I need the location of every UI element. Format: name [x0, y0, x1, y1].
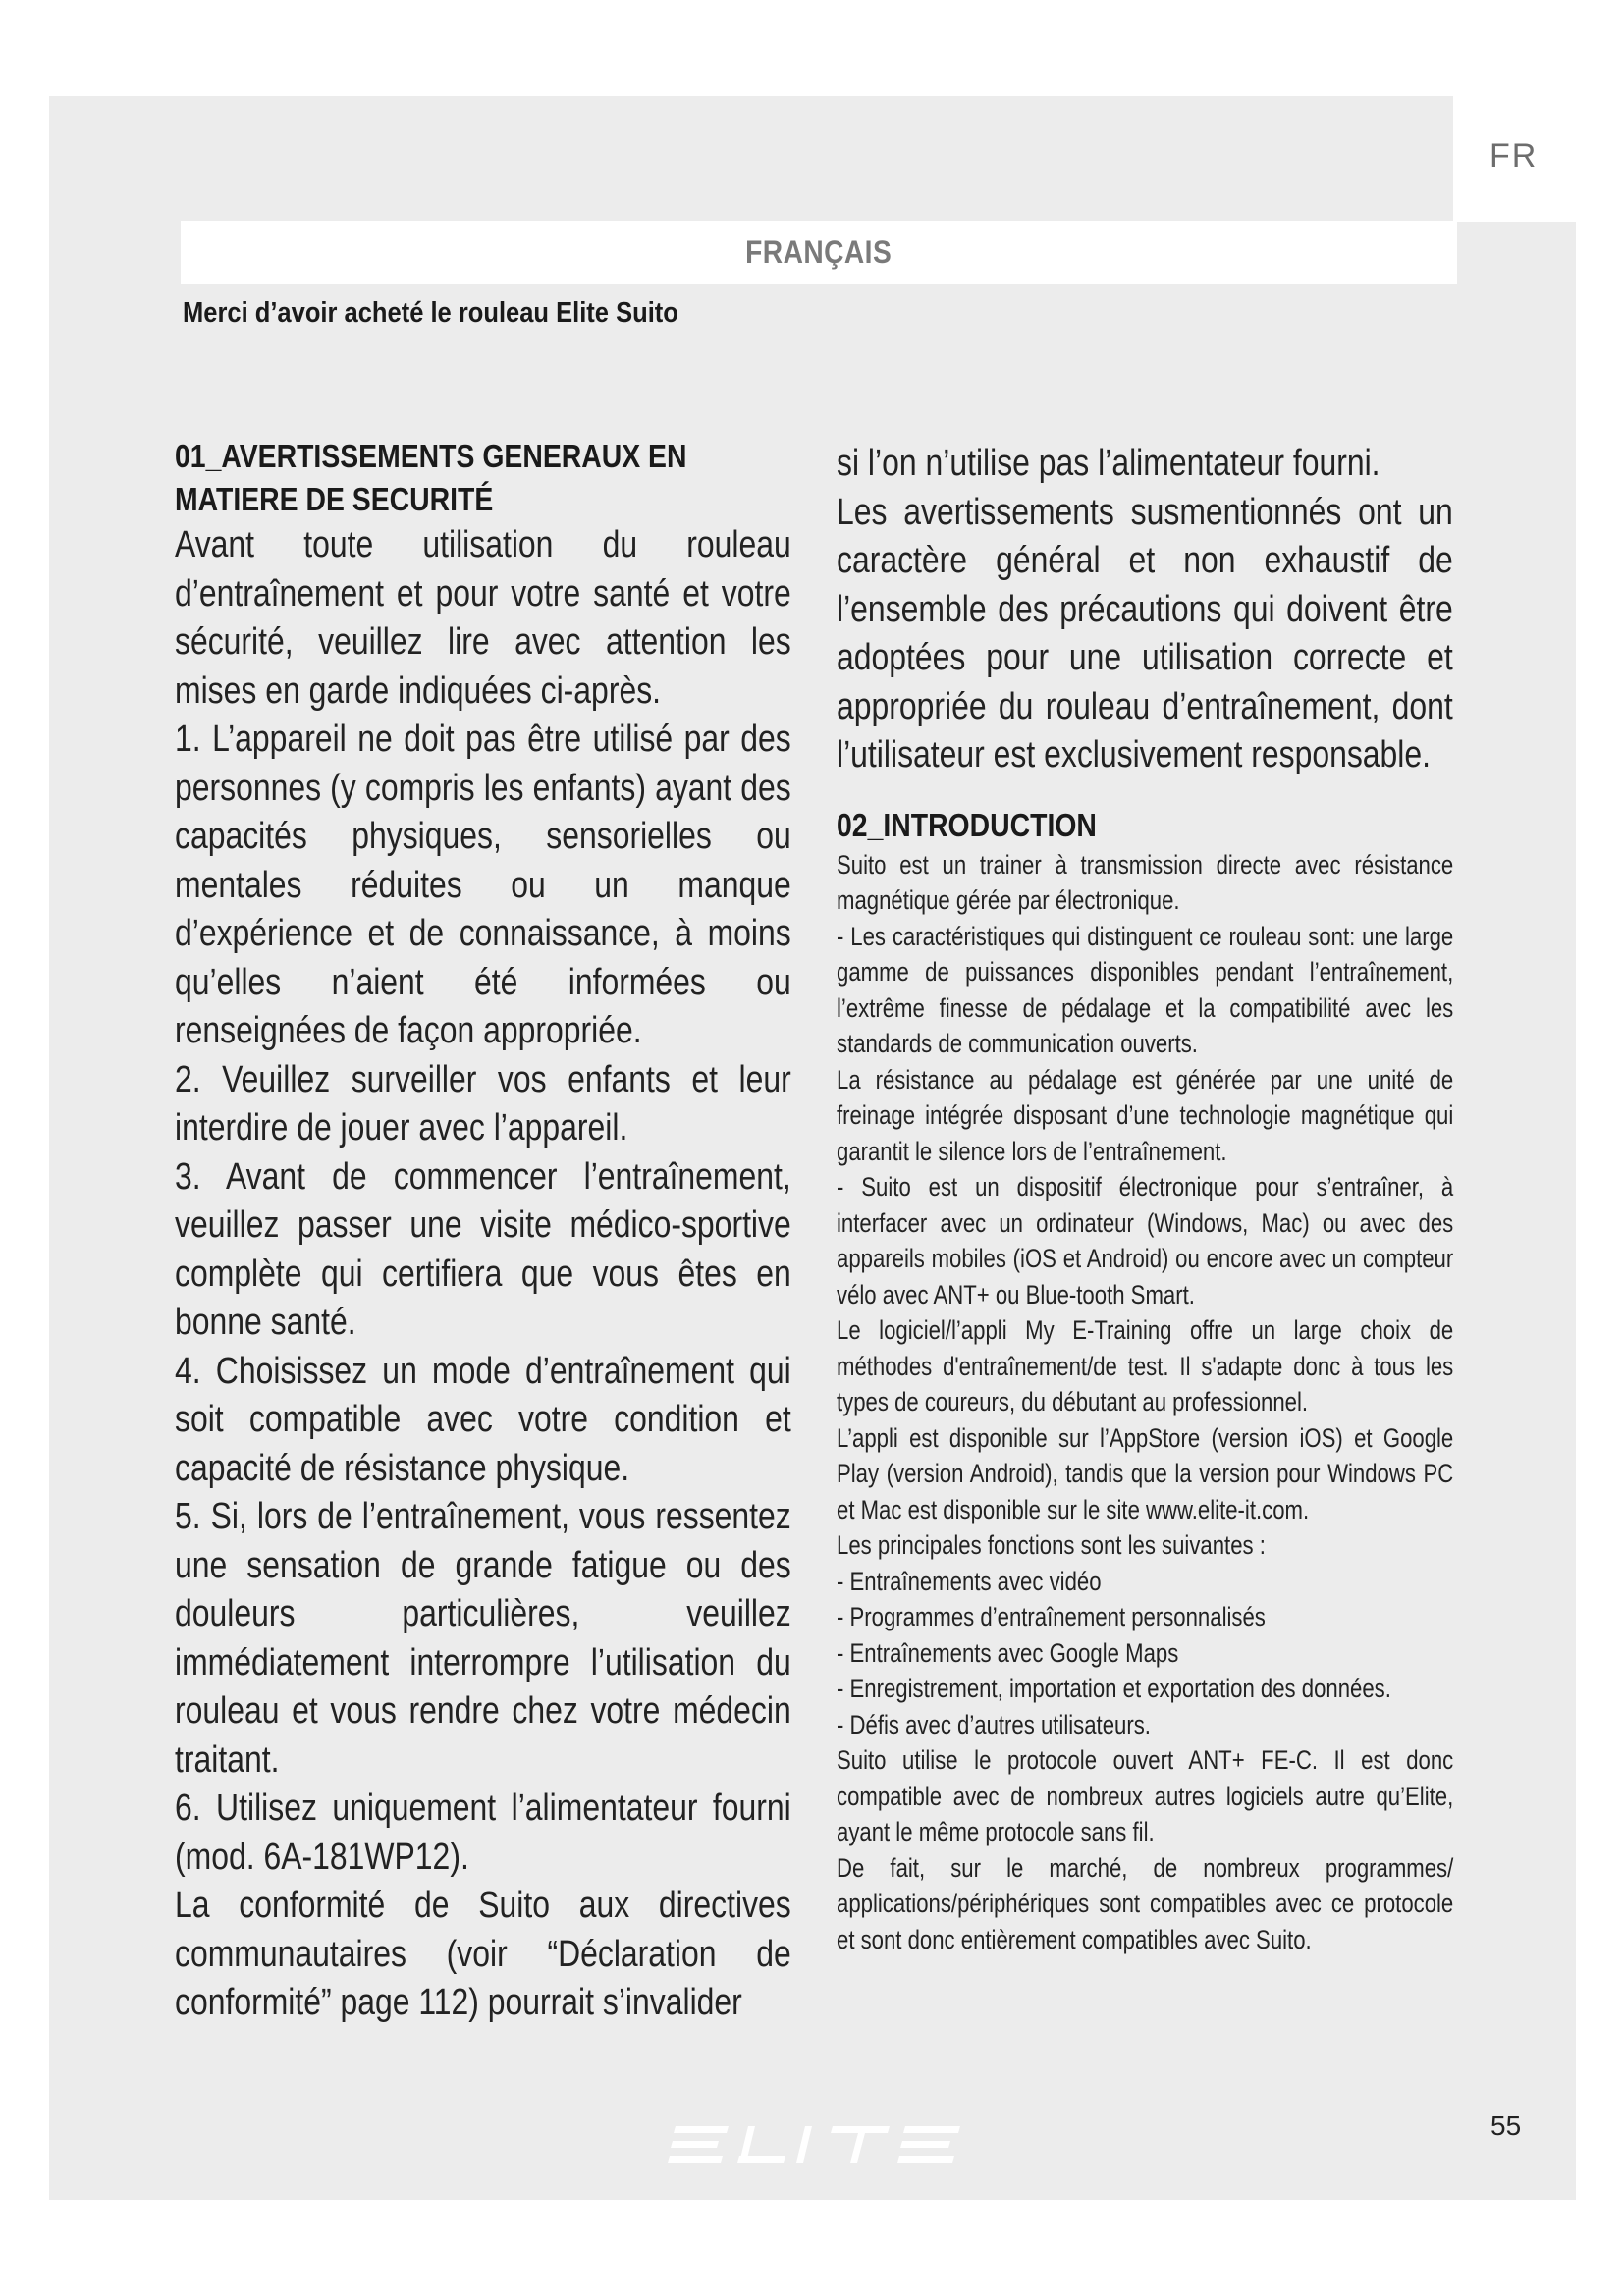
intro-paragraph: - Suito est un dispositif électronique pour s’entraîner, à interfacer avec un ordinateur (Windows, Mac) ou avec des appareils mobiles (iOS et Android) ou encore avec un compteur vélo avec ANT+ ou Blue-tooth Smart. — [837, 1172, 1454, 1309]
conformity-note: La conformité de Suito aux directives communautaires (voir “Déclaration de conformité” page 112) pourrait s’invalider — [175, 1885, 791, 2023]
intro-paragraph: L’appli est disponible sur l’AppStore (version iOS) et Google Play (version Android), tandis que la version pour Windows PC et Mac est disponible sur le site www.elite-it.com. — [837, 1422, 1454, 1524]
list-item: - Entraînements avec vidéo — [837, 1566, 1102, 1596]
safety-item: 4. Choisissez un mode d’entraînement qui soit compatible avec votre condition et capacité de résistance physique. — [175, 1350, 791, 1489]
language-code: FR — [1489, 137, 1539, 175]
list-item: - Défis avec d’autres utilisateurs. — [837, 1709, 1151, 1739]
elite-logo — [668, 2122, 962, 2167]
list-item: - Enregistrement, importation et exportation des données. — [837, 1674, 1391, 1703]
continuation-line: si l’on n’utilise pas l’alimentateur fourni. — [837, 443, 1380, 484]
left-column — [175, 435, 791, 2028]
safety-item: 1. L’appareil ne doit pas être utilisé par des personnes (y compris les enfants) ayant des capacités physiques, sensorielles ou mentales réduites ou un manque d’expérience et de connaissance, à moins qu’elles n’aient été informées ou renseignées de façon appropriée. — [175, 719, 791, 1051]
list-item: - Entraînements avec Google Maps — [837, 1637, 1179, 1668]
functions-list — [837, 1564, 1453, 1743]
closing-paragraph: Suito utilise le protocole ouvert ANT+ FE-C. Il est donc compatible avec de nombreux autres logiciels autre qu’Elite, ayant le même protocole sans fil. — [837, 1745, 1454, 1846]
right-column — [837, 440, 1453, 1957]
safety-heading-line1: 01_AVERTISSEMENTS GENERAUX EN — [175, 438, 687, 474]
general-note: Les avertissements susmentionnés ont un caractère général et non exhaustif de l’ensemble des précautions qui doivent être adoptées pour une utilisation correcte et appropriée du rouleau d’entraînement, dont l’utilisateur est exclusivement responsable. — [837, 491, 1453, 775]
thank-you-line: Merci d’avoir acheté le rouleau Elite Suito — [183, 297, 678, 329]
introduction-body — [837, 847, 1453, 1958]
intro-paragraph: Suito est un trainer à transmission directe avec résistance magnétique gérée par électronique. — [837, 849, 1454, 915]
safety-heading-line2: MATIERE DE SECURITÉ — [175, 481, 494, 517]
safety-heading — [175, 435, 789, 521]
safety-intro: Avant toute utilisation du rouleau d’entraînement et pour votre santé et votre sécurité, veuillez lire avec attention les mises en garde indiquées ci-après. — [175, 524, 791, 712]
safety-item: 6. Utilisez uniquement l’alimentateur fourni (mod. 6A-181WP12). — [175, 1788, 791, 1878]
safety-item: 5. Si, lors de l’entraînement, vous ressentez une sensation de grande fatigue ou des douleurs particulières, veuillez immédiatement interrompre l’utilisation du rouleau et vous rendre chez votre médecin traitant. — [175, 1496, 791, 1781]
page-number: 55 — [1490, 2110, 1522, 2141]
list-item: - Programmes d’entraînement personnalisés — [837, 1602, 1266, 1631]
intro-paragraph: La résistance au pédalage est générée par une unité de freinage intégrée disposant d’une technologie magnétique qui garantit le silence lors de l’entraînement. — [837, 1064, 1454, 1166]
safety-continuation — [837, 440, 1453, 780]
closing-paragraph: De fait, sur le marché, de nombreux programmes/ applications/périphériques sont compatibles avec ce protocole et sont donc entièrement compatibles avec Suito. — [837, 1852, 1454, 1954]
introduction-heading: 02_INTRODUCTION — [837, 806, 1097, 843]
safety-item: 3. Avant de commencer l’entraînement, veuillez passer une visite médico-sportive complète qui certifiera que vous êtes en bonne santé. — [175, 1155, 791, 1343]
intro-paragraph: - Les caractéristiques qui distinguent ce rouleau sont: une large gamme de puissances disponibles pendant l’entraînement, l’extrême finesse de pédalage et la compatibilité avec les standards de communication ouverts. — [837, 921, 1454, 1058]
section-header-bar — [181, 221, 1457, 284]
safety-body — [175, 521, 791, 2028]
intro-paragraph: Les principales fonctions sont les suivantes : — [837, 1530, 1266, 1560]
intro-paragraph: Le logiciel/l’appli My E-Training offre un large choix de méthodes d'entraînement/de test. Il s'adapte donc à tous les types de coureurs, du débutant au professionnel. — [837, 1315, 1454, 1416]
page-title: FRANÇAIS — [745, 234, 893, 270]
safety-item: 2. Veuillez surveiller vos enfants et leur interdire de jouer avec l’appareil. — [175, 1058, 791, 1148]
